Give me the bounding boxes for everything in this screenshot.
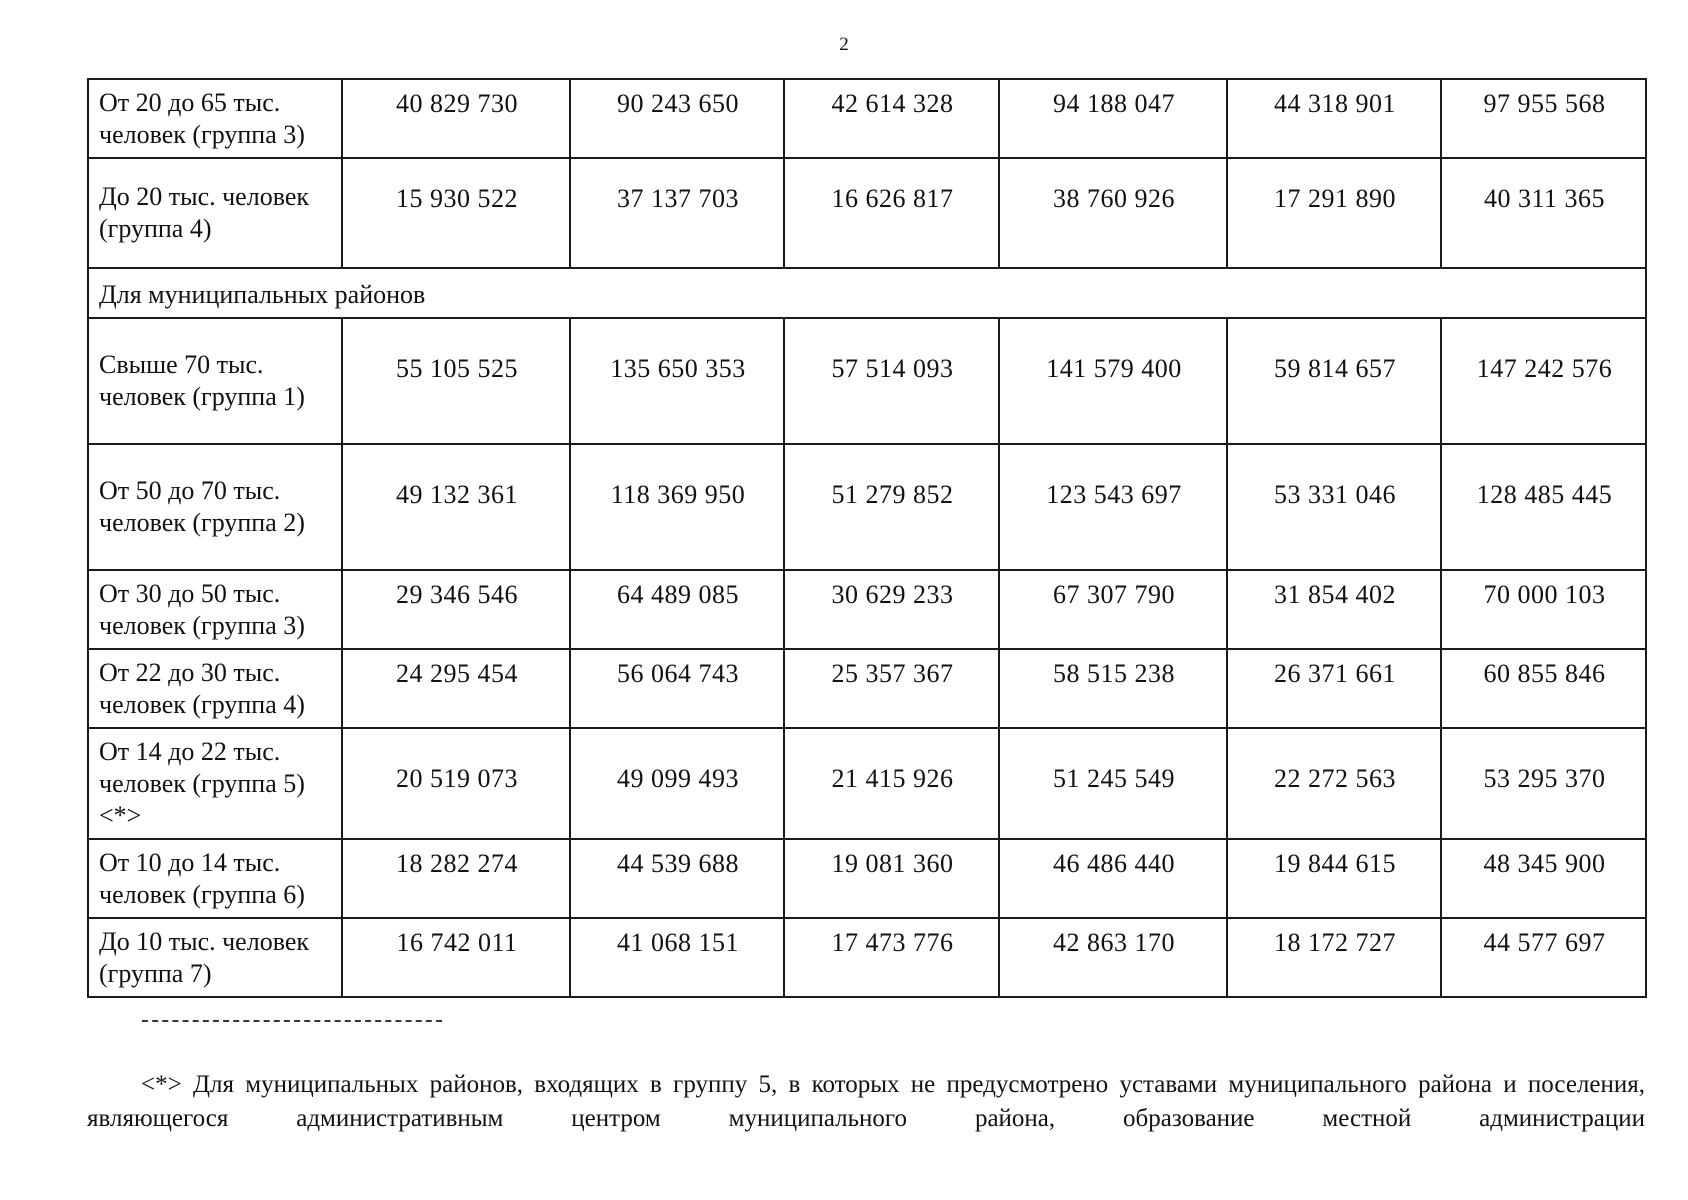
section-row <box>88 268 1646 318</box>
footnote-text: <*> Для муниципальных районов, входящих в группу 5, в которых не предусмотрено уставами муниципального района и поселения, являющегося административным центром муниципального района, образование местной администрации <box>87 1071 1645 1132</box>
table-cell: 64 489 085 <box>570 570 784 649</box>
table-row <box>88 649 1646 728</box>
table-cell: 31 854 402 <box>1227 570 1441 649</box>
table-cell: 17 291 890 <box>1227 158 1441 268</box>
table-cell: 19 081 360 <box>784 839 999 918</box>
table-cell: 49 132 361 <box>342 444 570 570</box>
table-cell: 58 515 238 <box>999 649 1227 728</box>
table-cell: 44 577 697 <box>1441 918 1646 997</box>
table-cell: 21 415 926 <box>784 728 999 839</box>
table-cell: 51 279 852 <box>784 444 999 570</box>
table-cell: 25 357 367 <box>784 649 999 728</box>
table-row <box>88 728 1646 839</box>
table-cell: 141 579 400 <box>999 318 1227 444</box>
row-label: От 14 до 22 тыс. человек (группа 5) <*> <box>88 728 342 839</box>
row-label: Свыше 70 тыс. человек (группа 1) <box>88 318 342 444</box>
table-cell: 16 742 011 <box>342 918 570 997</box>
table-cell: 44 318 901 <box>1227 79 1441 158</box>
table-cell: 18 172 727 <box>1227 918 1441 997</box>
table-cell: 44 539 688 <box>570 839 784 918</box>
table-cell: 147 242 576 <box>1441 318 1646 444</box>
table-row <box>88 570 1646 649</box>
table-cell: 20 519 073 <box>342 728 570 839</box>
table-row <box>88 444 1646 570</box>
table-cell: 41 068 151 <box>570 918 784 997</box>
table-cell: 24 295 454 <box>342 649 570 728</box>
row-label: От 30 до 50 тыс. человек (группа 3) <box>88 570 342 649</box>
table-row <box>88 318 1646 444</box>
table-cell: 49 099 493 <box>570 728 784 839</box>
section-label: Для муниципальных районов <box>88 268 1646 318</box>
table-cell: 15 930 522 <box>342 158 570 268</box>
table-cell: 29 346 546 <box>342 570 570 649</box>
table-cell: 42 614 328 <box>784 79 999 158</box>
table-cell: 53 331 046 <box>1227 444 1441 570</box>
table-cell: 59 814 657 <box>1227 318 1441 444</box>
table-cell: 38 760 926 <box>999 158 1227 268</box>
table-row <box>88 839 1646 918</box>
table-cell: 70 000 103 <box>1441 570 1646 649</box>
row-label: От 50 до 70 тыс. человек (группа 2) <box>88 444 342 570</box>
table-cell: 40 311 365 <box>1441 158 1646 268</box>
table-row <box>88 158 1646 268</box>
table-cell: 135 650 353 <box>570 318 784 444</box>
table-cell: 94 188 047 <box>999 79 1227 158</box>
page-number: 2 <box>839 34 849 55</box>
table-cell: 26 371 661 <box>1227 649 1441 728</box>
row-label: До 20 тыс. человек (группа 4) <box>88 158 342 268</box>
table-row <box>88 79 1646 158</box>
table-cell: 42 863 170 <box>999 918 1227 997</box>
table-cell: 57 514 093 <box>784 318 999 444</box>
table-cell: 30 629 233 <box>784 570 999 649</box>
table-cell: 118 369 950 <box>570 444 784 570</box>
table-cell: 128 485 445 <box>1441 444 1646 570</box>
table-cell: 97 955 568 <box>1441 79 1646 158</box>
table-cell: 60 855 846 <box>1441 649 1646 728</box>
table-cell: 37 137 703 <box>570 158 784 268</box>
table-cell: 46 486 440 <box>999 839 1227 918</box>
table-cell: 56 064 743 <box>570 649 784 728</box>
table-row <box>88 918 1646 997</box>
row-label: До 10 тыс. человек (группа 7) <box>88 918 342 997</box>
salary-norms-table <box>87 78 1647 998</box>
table-cell: 18 282 274 <box>342 839 570 918</box>
table-cell: 16 626 817 <box>784 158 999 268</box>
table-cell: 17 473 776 <box>784 918 999 997</box>
table-cell: 123 543 697 <box>999 444 1227 570</box>
table-cell: 51 245 549 <box>999 728 1227 839</box>
row-label: От 10 до 14 тыс. человек (группа 6) <box>88 839 342 918</box>
table-cell: 53 295 370 <box>1441 728 1646 839</box>
row-label: От 22 до 30 тыс. человек (группа 4) <box>88 649 342 728</box>
table-cell: 67 307 790 <box>999 570 1227 649</box>
table-cell: 55 105 525 <box>342 318 570 444</box>
table-cell: 19 844 615 <box>1227 839 1441 918</box>
table-cell: 48 345 900 <box>1441 839 1646 918</box>
table-cell: 40 829 730 <box>342 79 570 158</box>
table-cell: 90 243 650 <box>570 79 784 158</box>
footnote-separator <box>142 1020 442 1022</box>
row-label: От 20 до 65 тыс. человек (группа 3) <box>88 79 342 158</box>
table-cell: 22 272 563 <box>1227 728 1441 839</box>
